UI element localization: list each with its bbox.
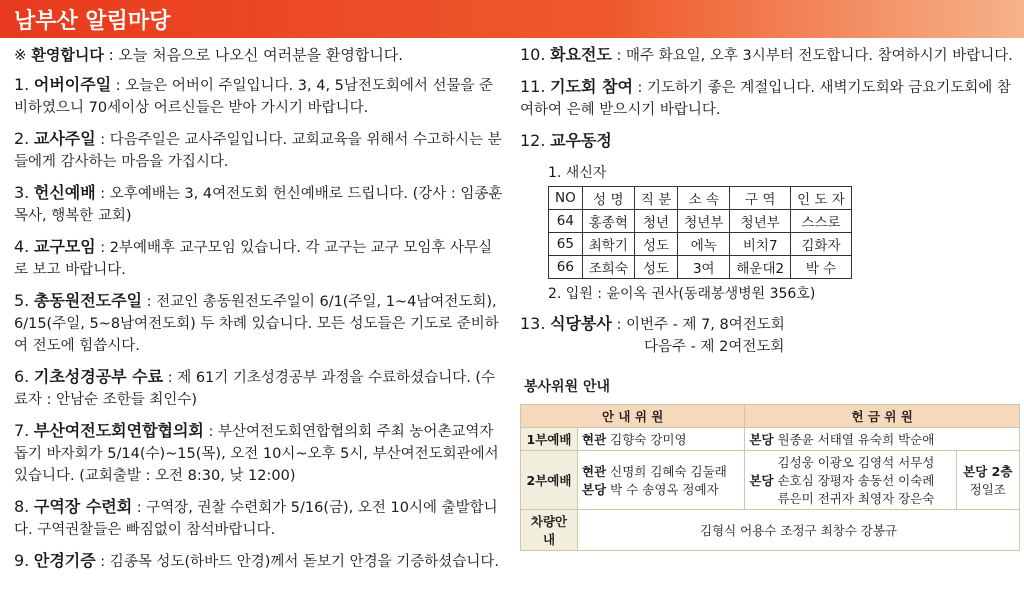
table-row	[549, 256, 852, 279]
offering-column-header: 헌 금 위 원	[745, 405, 1020, 428]
welcome-notice	[14, 44, 504, 66]
notice-number: 3.	[14, 183, 30, 202]
welcome-text: : 오늘 처음으로 나오신 여러분을 환영합니다.	[103, 46, 404, 64]
role-label: 본당 2층	[963, 464, 1013, 479]
notice-number: 8.	[14, 497, 30, 516]
column-header: NO	[549, 187, 583, 210]
notice-head: 화요전도	[550, 45, 612, 64]
table-cell: 조희숙	[582, 256, 634, 279]
notice-item-cafeteria	[520, 313, 1020, 358]
notice-text: : 제 61기 기초성경공부 과정을 수료하셨습니다. (수료자 : 안남순 조한들 최인수)	[14, 370, 496, 408]
notice-item	[14, 420, 504, 487]
column-header: 직 분	[634, 187, 677, 210]
notice-head: 교구모임	[33, 237, 96, 256]
table-header-row	[549, 187, 852, 210]
table-cell: 3여	[678, 256, 730, 279]
table-row	[549, 233, 852, 256]
notice-text: : 전교인 총동원전도주일이 6/1(주일, 1~4남여전도회), 6/15(주일, 5~8남여전도회) 두 차례 있습니다. 모든 성도들은 기도로 준비하여 전도에 힘씁시다.	[14, 294, 499, 354]
notice-number: 2.	[14, 129, 30, 148]
service-label: 차량안내	[521, 510, 578, 551]
notice-head: 교사주일	[33, 129, 96, 148]
table-cell: 최학기	[582, 233, 634, 256]
names: 류은미 전귀자 최영자 장은숙	[777, 491, 935, 506]
notice-head: 총동원전도주일	[33, 291, 143, 310]
table-cell: 청년부	[678, 210, 730, 233]
notice-text: : 부산여전도회연합협의회 주최 농어촌교역자돕기 바자회가 5/14(수)~15(목), 오전 10시~오후 5시, 부산여전도회관에서 있습니다. (교회출발 : 오전 8:30, 낮 12:00)	[14, 424, 499, 484]
cafeteria-line1: : 이번주 - 제 7, 8여전도회	[611, 317, 785, 333]
notice-item-news	[520, 130, 1020, 153]
notice-head: 안경기증	[33, 551, 96, 570]
table-cell: 청년	[634, 210, 677, 233]
table-cell: 해운대2	[730, 256, 791, 279]
names: 신명희 김혜숙 김둘래	[610, 464, 727, 479]
notice-head: 부산여전도회연합협의회	[33, 421, 204, 440]
role-label: 현관	[582, 464, 607, 479]
right-column	[520, 44, 1020, 551]
column-header: 소 속	[678, 187, 730, 210]
names: 원종윤 서태열 유숙희 박순애	[777, 432, 935, 447]
notice-text: : 오늘은 어버이 주일입니다. 3, 4, 5남전도회에서 선물을 준비하였으니 70세이상 어르신들은 받아 가시기 바랍니다.	[14, 78, 494, 116]
column-header: 구 역	[730, 187, 791, 210]
notice-text: : 오후예배는 3, 4여전도회 헌신예배로 드립니다. (강사 : 임종훈 목사, 행복한 교회)	[14, 186, 503, 224]
notice-item	[14, 74, 504, 119]
notice-text: : 다음주일은 교사주일입니다. 교회교육을 위해서 수고하시는 분들에게 감사하는 마음을 가집시다.	[14, 132, 502, 170]
notice-number: 10.	[520, 45, 546, 64]
page-title: 남부산 알림마당	[14, 9, 171, 34]
welcome-head: 환영합니다	[31, 46, 104, 64]
table-cell: 비치7	[730, 233, 791, 256]
notice-item	[14, 366, 504, 411]
notice-head: 기도회 참여	[550, 77, 633, 96]
notice-item	[520, 76, 1020, 121]
role-label: 본당	[749, 473, 774, 488]
notice-head: 교우동정	[550, 131, 612, 150]
table-cell: 박 수	[791, 256, 852, 279]
notice-item	[520, 44, 1020, 67]
notice-head: 구역장 수련회	[33, 497, 133, 516]
notice-text: : 2부예배후 교구모임 있습니다. 각 교구는 교구 모임후 사무실로 보고 바랍니다.	[14, 240, 493, 278]
new-members-label: 1. 새신자	[548, 165, 607, 181]
role-label: 본당	[582, 482, 607, 497]
vehicle-names: 김형식 어용수 조정구 최창수 강봉규	[578, 510, 1020, 551]
notice-number: 5.	[14, 291, 30, 310]
names: 정일조	[969, 482, 1006, 497]
table-cell: 청년부	[730, 210, 791, 233]
service-label: 2부예배	[521, 451, 578, 510]
names: 박 수 송영옥 정예자	[610, 482, 719, 497]
table-cell: 김화자	[791, 233, 852, 256]
header-banner	[0, 0, 1024, 38]
guide-cell	[578, 451, 745, 510]
notice-number: 1.	[14, 75, 30, 94]
floor-cell	[956, 451, 1019, 510]
notice-item	[14, 550, 504, 573]
cafeteria-line2: 다음주 - 제 2여전도회	[644, 339, 785, 355]
role-label: 본당	[749, 432, 774, 447]
notice-item	[14, 236, 504, 281]
left-column	[14, 44, 504, 582]
notice-number: 6.	[14, 367, 30, 386]
notice-number: 7.	[14, 421, 30, 440]
table-cell: 스스로	[791, 210, 852, 233]
table-cell: 66	[549, 256, 583, 279]
guide-cell	[578, 428, 745, 451]
names: 김향숙 강미영	[610, 432, 687, 447]
notice-head: 식당봉사	[550, 314, 612, 333]
notice-number: 4.	[14, 237, 30, 256]
notice-text: : 기도하기 좋은 계절입니다. 새벽기도회와 금요기도회에 참여하여 은혜 받으시기 바랍니다.	[520, 80, 1011, 118]
table-cell: 65	[549, 233, 583, 256]
notice-text: : 구역장, 권찰 수련회가 5/16(금), 오전 10시에 출발합니다. 구역권찰들은 빠짐없이 참석바랍니다.	[14, 500, 498, 538]
notice-text: : 김종목 성도(하바드 안경)께서 돋보기 안경을 기증하셨습니다.	[95, 554, 499, 570]
hospitalized-notice: 2. 입원 : 윤이옥 권사(동래봉생병원 356호)	[548, 286, 816, 302]
table-cell: 성도	[634, 256, 677, 279]
reference-mark: ※	[14, 46, 27, 64]
table-cell: 홍종혁	[582, 210, 634, 233]
table-cell: 64	[549, 210, 583, 233]
column-header: 인 도 자	[791, 187, 852, 210]
notice-text: : 매주 화요일, 오후 3시부터 전도합니다. 참여하시기 바랍니다.	[611, 48, 1013, 64]
names: 김성웅 이광오 김영석 서무성	[777, 455, 935, 470]
volunteers-title: 봉사위원 안내	[524, 379, 611, 395]
notice-item	[14, 496, 504, 541]
notice-number: 12.	[520, 131, 546, 150]
table-row	[549, 210, 852, 233]
notice-head: 어버이주일	[33, 75, 112, 94]
column-header: 성 명	[582, 187, 634, 210]
right-notice-list	[520, 44, 1020, 121]
names: 손호심 장평자 송동선 이숙례	[777, 473, 935, 488]
notice-number: 9.	[14, 551, 30, 570]
offering-cell	[745, 451, 956, 510]
service-label: 1부예배	[521, 428, 578, 451]
notice-item	[14, 128, 504, 173]
volunteers-table	[520, 404, 1020, 551]
role-label: 현관	[582, 432, 607, 447]
table-cell: 성도	[634, 233, 677, 256]
notice-item	[14, 290, 504, 357]
offering-cell	[745, 428, 1020, 451]
notice-item	[14, 182, 504, 227]
guide-column-header: 안 내 위 원	[521, 405, 745, 428]
left-notice-list	[14, 74, 504, 573]
notice-head: 헌신예배	[33, 183, 96, 202]
notice-head: 기초성경공부 수료	[33, 367, 164, 386]
notice-number: 13.	[520, 314, 546, 333]
table-cell: 에녹	[678, 233, 730, 256]
notice-number: 11.	[520, 77, 546, 96]
new-members-table	[548, 186, 852, 279]
